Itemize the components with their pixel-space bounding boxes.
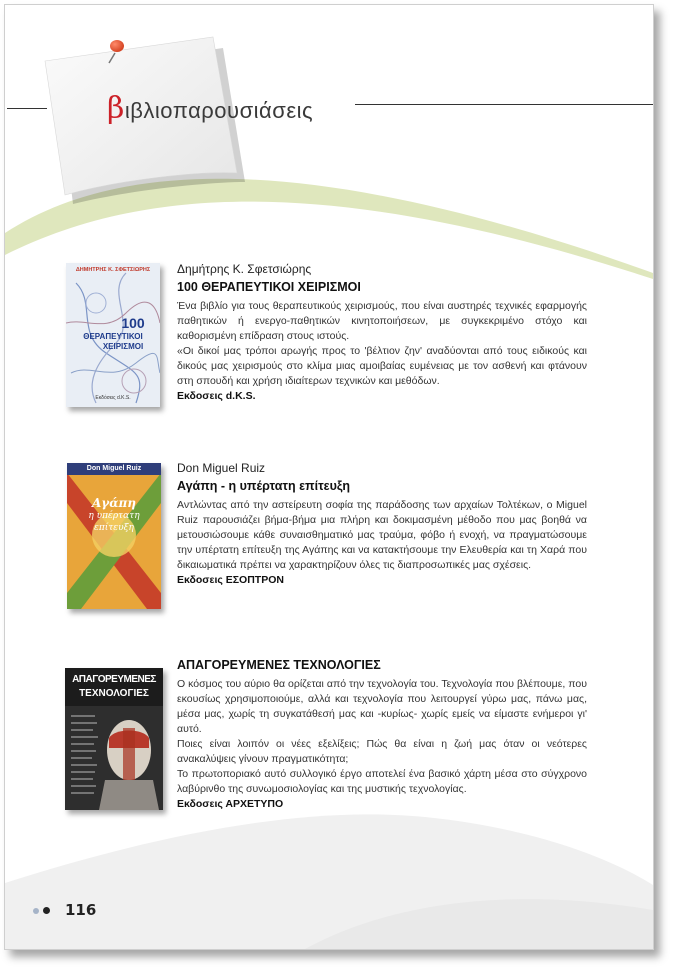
book-cover-1	[66, 263, 160, 407]
description-paragraph: Το πρωτοποριακό αυτό συλλογικό έργο αποτελεί ένα βασικό χάρτη μέσα στο σύγχρονο λαβύρινθο της συνωμοσιολογίας και της μυστικής τεχνολογίας.	[177, 768, 587, 795]
description-paragraph: Ένα βιβλίο για τους θεραπευτικούς χειρισμούς, που είναι αυστηρές τεχνικές εφαρμογής παθητικών ή ενεργο-παθητικών κινητοποιήσεων, με συγκεκριμένο στόχο και καθορισμένη επίδραση στους ιστούς.	[177, 300, 587, 342]
book-author: Don Miguel Ruiz	[177, 461, 266, 475]
section-title	[107, 91, 313, 126]
cover1-publisher: Εκδόσεις d.K.S.	[95, 395, 131, 401]
book-entry-3	[177, 658, 587, 810]
section-title-initial: β	[107, 91, 125, 126]
cover2-title-line2: η υπέρτατη	[88, 511, 140, 521]
header-rule-left	[7, 108, 47, 109]
header-rule-right	[355, 104, 654, 105]
description-paragraph: «Οι δικοί μας τρόποι αρωγής προς το 'βέλτιον ζην' αναδύονται από τους ειδικούς και δικούς μας χειρισμούς στο κλίμα μιας αμοιβαίας ευμένειας με τον ασθενή και φτάνουν στη σπουδή και χρήση ιδιαίτερων τεχνικών και μεθόδων.	[177, 345, 587, 387]
cover1-top-text: ΔΗΜΗΤΡΗΣ Κ. ΣΦΕΤΣΙΩΡΗΣ	[75, 267, 151, 273]
description-paragraph: Ο κόσμος του αύριο θα ορίζεται από την τεχνολογία του. Τεχνολογία που βλέπουμε, που εκουσίως χρησιμοποιούμε, αλλά και τεχνολογία που λειτουργεί γύρω μας, πάνω μας, μέσα μας, χωρίς τη συγκατάθεσή μας και -κυρίως- χωρίς εμείς να είμαστε ενήμεροι γι' αυτό.	[177, 678, 587, 735]
book-title: 100 ΘΕΡΑΠΕΥΤΙΚΟΙ ΧΕΙΡΙΣΜΟΙ	[177, 280, 361, 294]
book-entry-1	[177, 262, 587, 402]
footer-dot-icon	[33, 908, 39, 914]
cover1-title-line2: ΧΕΙΡΙΣΜΟΙ	[102, 342, 144, 351]
book-cover-3	[65, 668, 163, 810]
cover3-title-line2: ΤΕΧΝΟΛΟΓΙΕΣ	[79, 688, 149, 699]
description-paragraph: Αντλώντας από την αστείρευτη σοφία της παράδοσης των αρχαίων Τολτέκων, ο Miguel Ruiz παρουσιάζει βήμα-βήμα μια πλήρη και δοκιμασμένη μέθοδο που μας βοηθά να μετουσιώσουμε κάθε συναισθηματικό μας τραύμα, φόβο ή ενοχή, να πραγματώσουμε την υπέρτατη επίτευξη της Αγάπης και να κατακτήσουμε την Ελευθερία και τη Χαρά που δικαιωματικά πρέπει να χαρακτηρίζουν όλες τις διαπροσωπικές μας σχέσεις.	[177, 499, 587, 571]
book-entry-2	[177, 461, 587, 586]
book-publisher: Εκδοσεις ΕΣΟΠΤΡΟΝ	[177, 574, 284, 586]
footer-dot-icon	[43, 907, 50, 914]
page-number: 116	[65, 901, 97, 919]
magazine-page	[4, 4, 654, 950]
book-description	[177, 299, 587, 389]
book-description	[177, 498, 587, 573]
cover2-title-line1: Αγάπη	[92, 496, 136, 510]
cover2-author: Don Miguel Ruiz	[86, 465, 142, 472]
description-paragraph: Ποιες είναι λοιπόν οι νέες εξελίξεις; Πώς θα είναι η ζωή μας όταν οι νεότερες ανακαλύψεις γίνουν πραγματικότητα;	[177, 738, 587, 765]
cover1-title-line1: ΘΕΡΑΠΕΥΤΙΚΟΙ	[83, 332, 143, 341]
book-title: Αγάπη - η υπέρτατη επίτευξη	[177, 479, 351, 493]
pin-icon	[110, 40, 124, 52]
cover3-title-line1: ΑΠΑΓΟΡΕΥΜΕΝΕΣ	[72, 674, 156, 685]
book-publisher: Εκδοσεις d.K.S.	[177, 390, 256, 402]
section-title-rest: ιβλιοπαρουσιάσεις	[124, 98, 314, 123]
cover1-number: 100	[121, 315, 145, 331]
book-description	[177, 677, 587, 797]
book-author: Δημήτρης Κ. Σφετσιώρης	[177, 262, 312, 276]
book-cover-2	[67, 463, 161, 609]
book-title: ΑΠΑΓΟΡΕΥΜΕΝΕΣ ΤΕΧΝΟΛΟΓΙΕΣ	[177, 658, 381, 672]
book-publisher: Εκδοσεις ΑΡΧΕΤΥΠΟ	[177, 798, 284, 810]
cover2-title-line3: επίτευξη	[94, 523, 134, 533]
